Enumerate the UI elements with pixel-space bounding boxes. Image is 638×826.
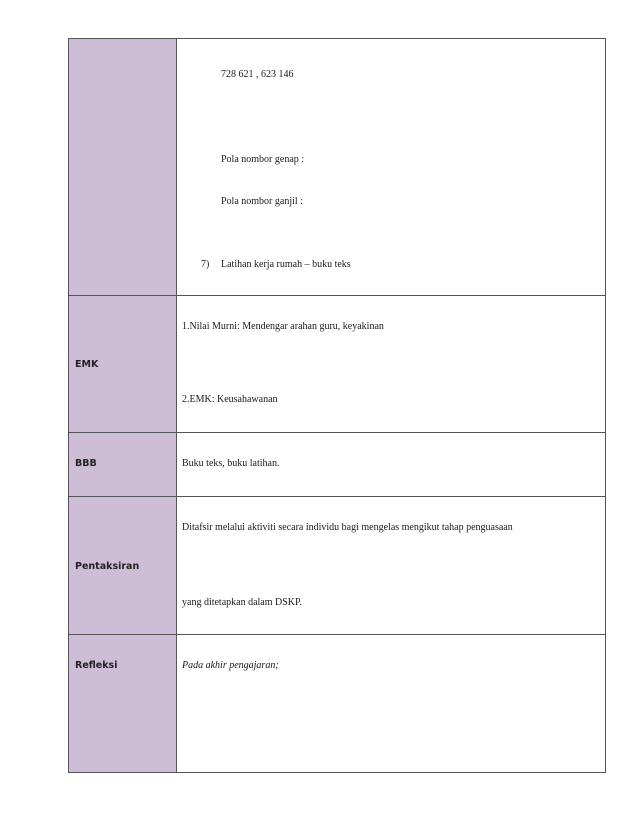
row-label: EMK bbox=[75, 359, 99, 370]
value-line: 2.EMK: Keusahawanan bbox=[182, 394, 278, 405]
row-label-cell bbox=[69, 635, 177, 772]
table-row bbox=[68, 432, 606, 496]
row-label: Refleksi bbox=[75, 660, 118, 671]
lesson-plan-table bbox=[68, 38, 606, 773]
row-label-cell bbox=[69, 433, 177, 496]
row-label-cell bbox=[69, 39, 177, 295]
value-line: 1.Nilai Murni: Mendengar arahan guru, keyakinan bbox=[182, 321, 384, 332]
list-item-number: 7) bbox=[201, 259, 210, 270]
row-label: Pentaksiran bbox=[75, 561, 140, 572]
row-label: BBB bbox=[75, 458, 97, 469]
value-line: yang ditetapkan dalam DSKP. bbox=[182, 597, 302, 608]
even-pattern-label: Pola nombor genap : bbox=[221, 154, 305, 165]
odd-pattern-label: Pola nombor ganjil : bbox=[221, 196, 303, 207]
value-line: Ditafsir melalui aktiviti secara individu bagi mengelas mengikut tahap penguasaan bbox=[182, 522, 513, 533]
list-item-text: Latihan kerja rumah – buku teks bbox=[221, 259, 351, 270]
row-label-cell bbox=[69, 497, 177, 634]
row-content-cell bbox=[177, 635, 605, 772]
number-sequence: 728 621 , 623 146 bbox=[221, 69, 294, 80]
row-content-cell bbox=[177, 39, 605, 295]
table-row bbox=[68, 496, 606, 634]
table-row bbox=[68, 295, 606, 432]
row-content-cell bbox=[177, 296, 605, 432]
table-row bbox=[68, 634, 606, 773]
row-content-cell bbox=[177, 433, 605, 496]
row-label-cell bbox=[69, 296, 177, 432]
row-content-cell bbox=[177, 497, 605, 634]
value-line: Pada akhir pengajaran; bbox=[182, 660, 279, 671]
table-row bbox=[68, 38, 606, 295]
value-line: Buku teks, buku latihan. bbox=[182, 458, 280, 469]
